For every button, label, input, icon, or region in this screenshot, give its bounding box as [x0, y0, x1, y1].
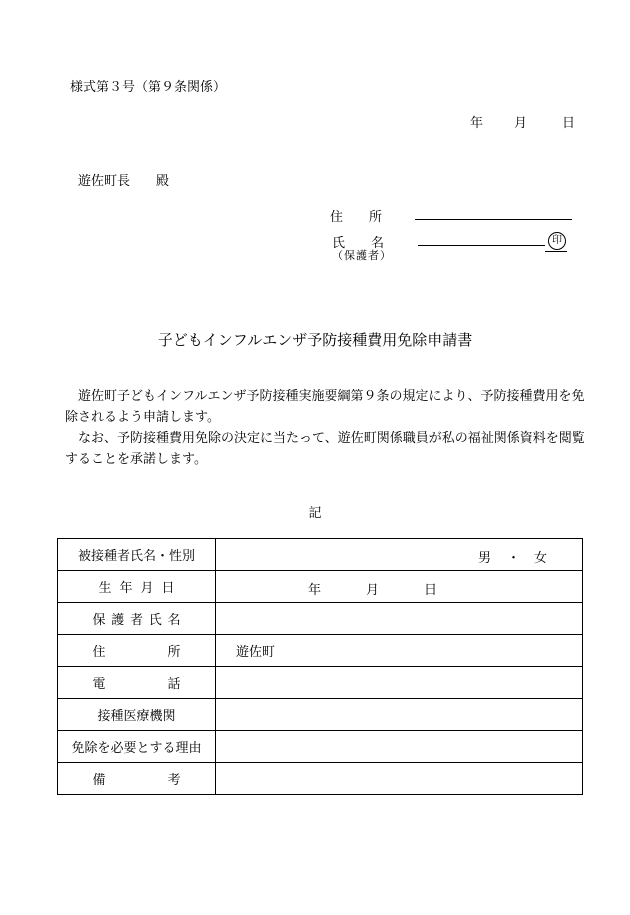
- row-label: [58, 635, 216, 667]
- table-row: [58, 731, 583, 763]
- body-paragraph-2: なお、予防接種費用免除の決定に当たって、遊佐町関係職員が私の福祉関係資料を閲覧することを承諾します。: [65, 431, 585, 467]
- dob-day-label: 日: [424, 583, 438, 598]
- sex-separator: ・: [507, 551, 521, 566]
- seal-underline: [545, 251, 567, 252]
- row-label: [58, 667, 216, 699]
- date-year-label: 年: [470, 116, 484, 131]
- ki-heading: 記: [308, 506, 322, 521]
- address-value: 遊佐町: [236, 645, 276, 660]
- table-row: [58, 699, 583, 731]
- label-text: 免除を必要とする理由: [71, 741, 202, 756]
- row-label: [58, 571, 216, 603]
- sex-male[interactable]: 男: [478, 551, 492, 566]
- applicant-name-line[interactable]: [418, 245, 545, 246]
- phone-field[interactable]: [216, 667, 583, 699]
- label-text: 住所: [92, 645, 181, 660]
- dob-year-label: 年: [308, 583, 322, 598]
- date-header: [470, 112, 575, 131]
- dob-month-label: 月: [366, 583, 380, 598]
- label-text: 電話: [92, 677, 181, 692]
- table-row: [58, 603, 583, 635]
- row-label: [58, 603, 216, 635]
- applicant-name-label: 氏 名: [332, 236, 385, 251]
- table-row: [58, 635, 583, 667]
- label-text: 保護者氏名: [92, 613, 181, 628]
- address-field[interactable]: [216, 635, 583, 667]
- table-row: [58, 571, 583, 603]
- details-table: [57, 538, 583, 795]
- label-text: 生年月日: [98, 581, 175, 596]
- label-text: 備考: [92, 773, 181, 788]
- date-day-label: 日: [562, 116, 576, 131]
- remarks-field[interactable]: [216, 763, 583, 795]
- applicant-address-label: 住 所: [330, 210, 383, 225]
- applicant-address-line[interactable]: [415, 219, 572, 220]
- body-paragraph-1: 遊佐町子どもインフルエンザ予防接種実施要綱第９条の規定により、予防接種費用を免除されるよう申請します。: [65, 389, 585, 425]
- body-text: [65, 386, 585, 470]
- form-number: 様式第３号（第９条関係）: [70, 80, 227, 95]
- reason-field[interactable]: [216, 731, 583, 763]
- clinic-field[interactable]: [216, 699, 583, 731]
- label-text: 被接種者氏名・性別: [77, 549, 195, 564]
- table-row: [58, 667, 583, 699]
- row-label: [58, 699, 216, 731]
- guardian-name-field[interactable]: [216, 603, 583, 635]
- date-month-label: 月: [514, 116, 528, 131]
- row-label: [58, 731, 216, 763]
- sex-female[interactable]: 女: [534, 551, 548, 566]
- document-title: 子どもインフルエンザ予防接種費用免除申請書: [157, 331, 473, 349]
- name-sex-field[interactable]: [216, 539, 583, 571]
- table-row: [58, 539, 583, 571]
- table-row: [58, 763, 583, 795]
- guardian-note: （保護者）: [332, 249, 392, 262]
- row-label: [58, 763, 216, 795]
- label-text: 接種医療機関: [97, 709, 176, 724]
- dob-field[interactable]: [216, 571, 583, 603]
- row-label: [58, 539, 216, 571]
- seal-mark: 印: [548, 232, 566, 250]
- addressee: 遊佐町長 殿: [78, 174, 170, 189]
